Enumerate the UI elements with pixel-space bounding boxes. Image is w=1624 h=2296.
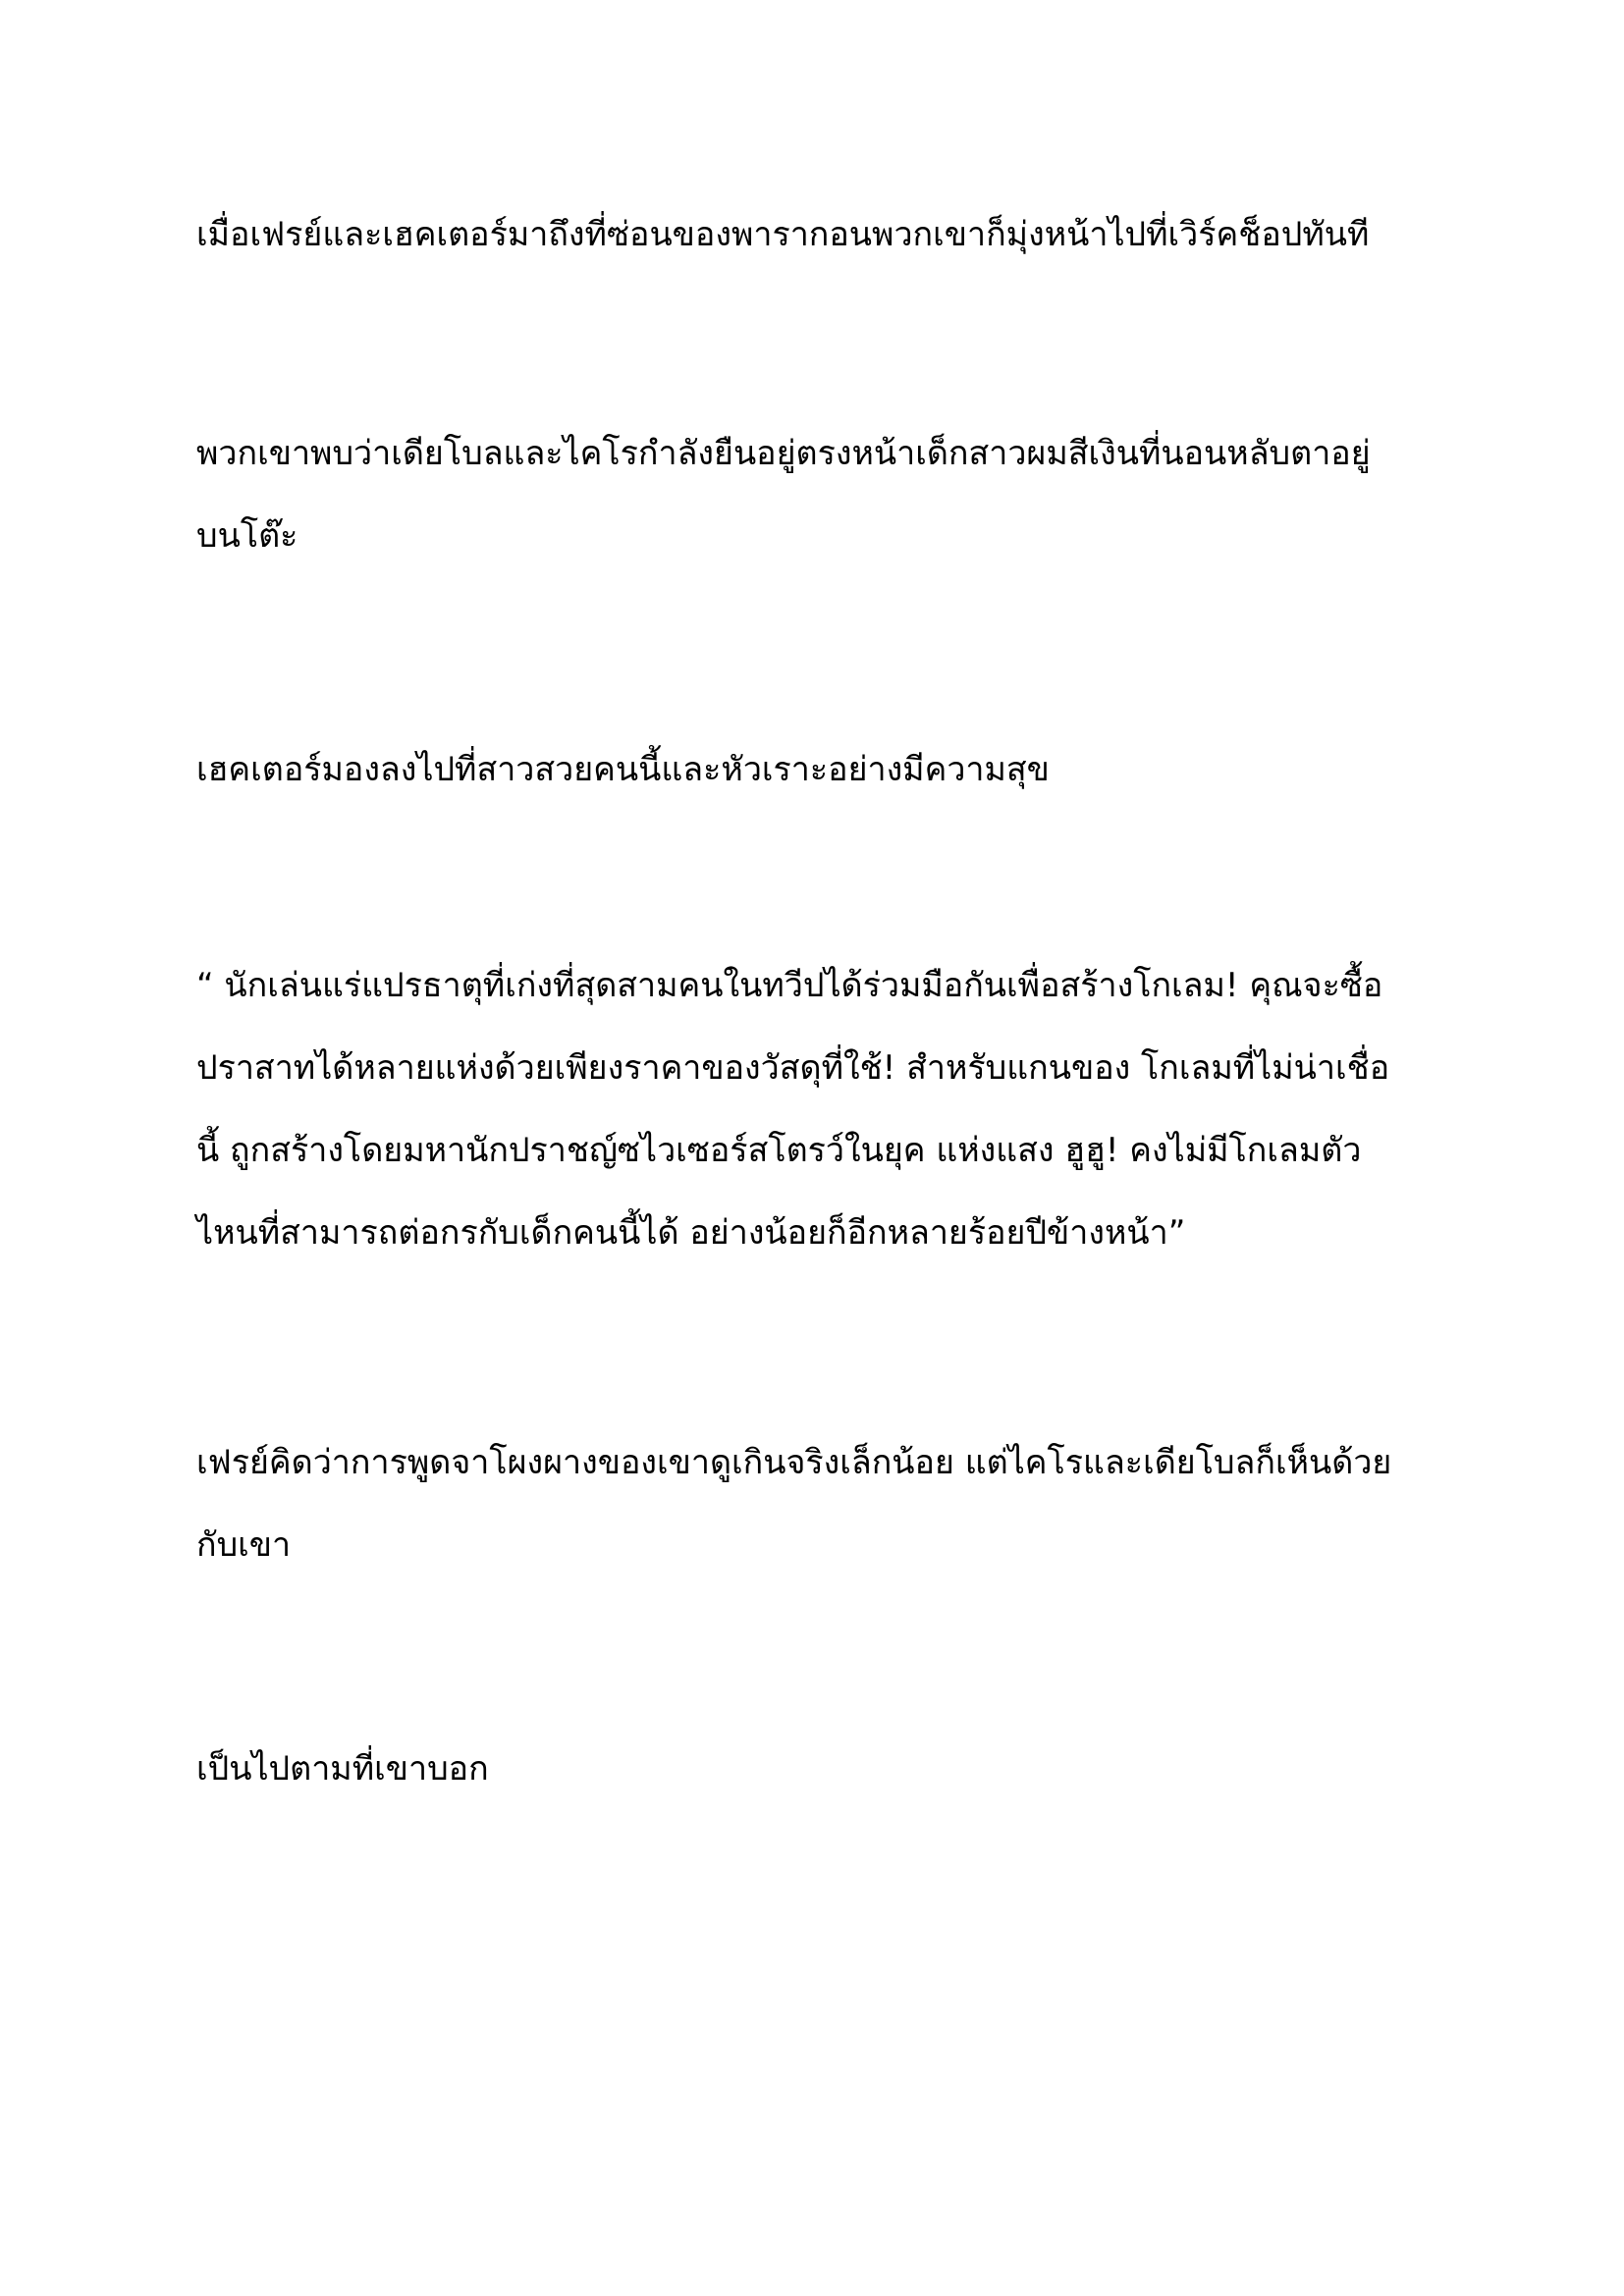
paragraph-line: เฮคเตอร์มองลงไปที่สาวสวยคนนี้และหัวเราะอย่างมีความสุข — [196, 750, 1050, 789]
paragraph-line: ปราสาทได้หลายแห่งด้วยเพียงราคาของวัสดุที่ใช้! สำหรับแกนของ โกเลมที่ไม่น่าเชื่อ — [196, 1048, 1390, 1088]
paragraph-line: เป็นไปตามที่เขาบอก — [196, 1749, 489, 1789]
paragraph-6 — [196, 1728, 1432, 1810]
paragraph-line: ไหนที่สามารถต่อกรกับเด็กคนนี้ได้ อย่างน้อยก็อีกหลายร้อยปีข้างหน้า” — [196, 1213, 1186, 1253]
paragraph-line: กับเขา — [196, 1525, 292, 1565]
paragraph-5 — [196, 1421, 1432, 1586]
paragraph-line: พวกเขาพบว่าเดียโบลและไคโรกำลังยืนอยู่ตรงหน้าเด็กสาวผมสีเงินที่นอนหลับตาอยู่ — [196, 434, 1371, 473]
paragraph-line: เฟรย์คิดว่าการพูดจาโผงผางของเขาดูเกินจริงเล็กน้อย แต่ไคโรและเดียโบลก็เห็นด้วย — [196, 1443, 1392, 1482]
paragraph-1 — [196, 193, 1432, 276]
paragraph-3 — [196, 728, 1432, 811]
paragraph-line: เมื่อเฟรย์และเฮคเตอร์มาถึงที่ซ่อนของพารากอนพวกเขาก็มุ่งหน้าไปที่เวิร์คช็อปทันที — [196, 215, 1370, 254]
paragraph-line: นี้ ถูกสร้างโดยมหานักปราชญ์ซไวเซอร์สโตรว์ในยุค แห่งแสง ฮูฮู! คงไม่มีโกเลมตัว — [196, 1131, 1362, 1170]
paragraph-4 — [196, 944, 1432, 1274]
paragraph-2 — [196, 412, 1432, 577]
paragraph-line: บนโต๊ะ — [196, 516, 298, 556]
paragraph-line: “ นักเล่นแร่แปรธาตุที่เก่งที่สุดสามคนในทวีปได้ร่วมมือกันเพื่อสร้างโกเลม! คุณจะซื้อ — [196, 966, 1383, 1005]
